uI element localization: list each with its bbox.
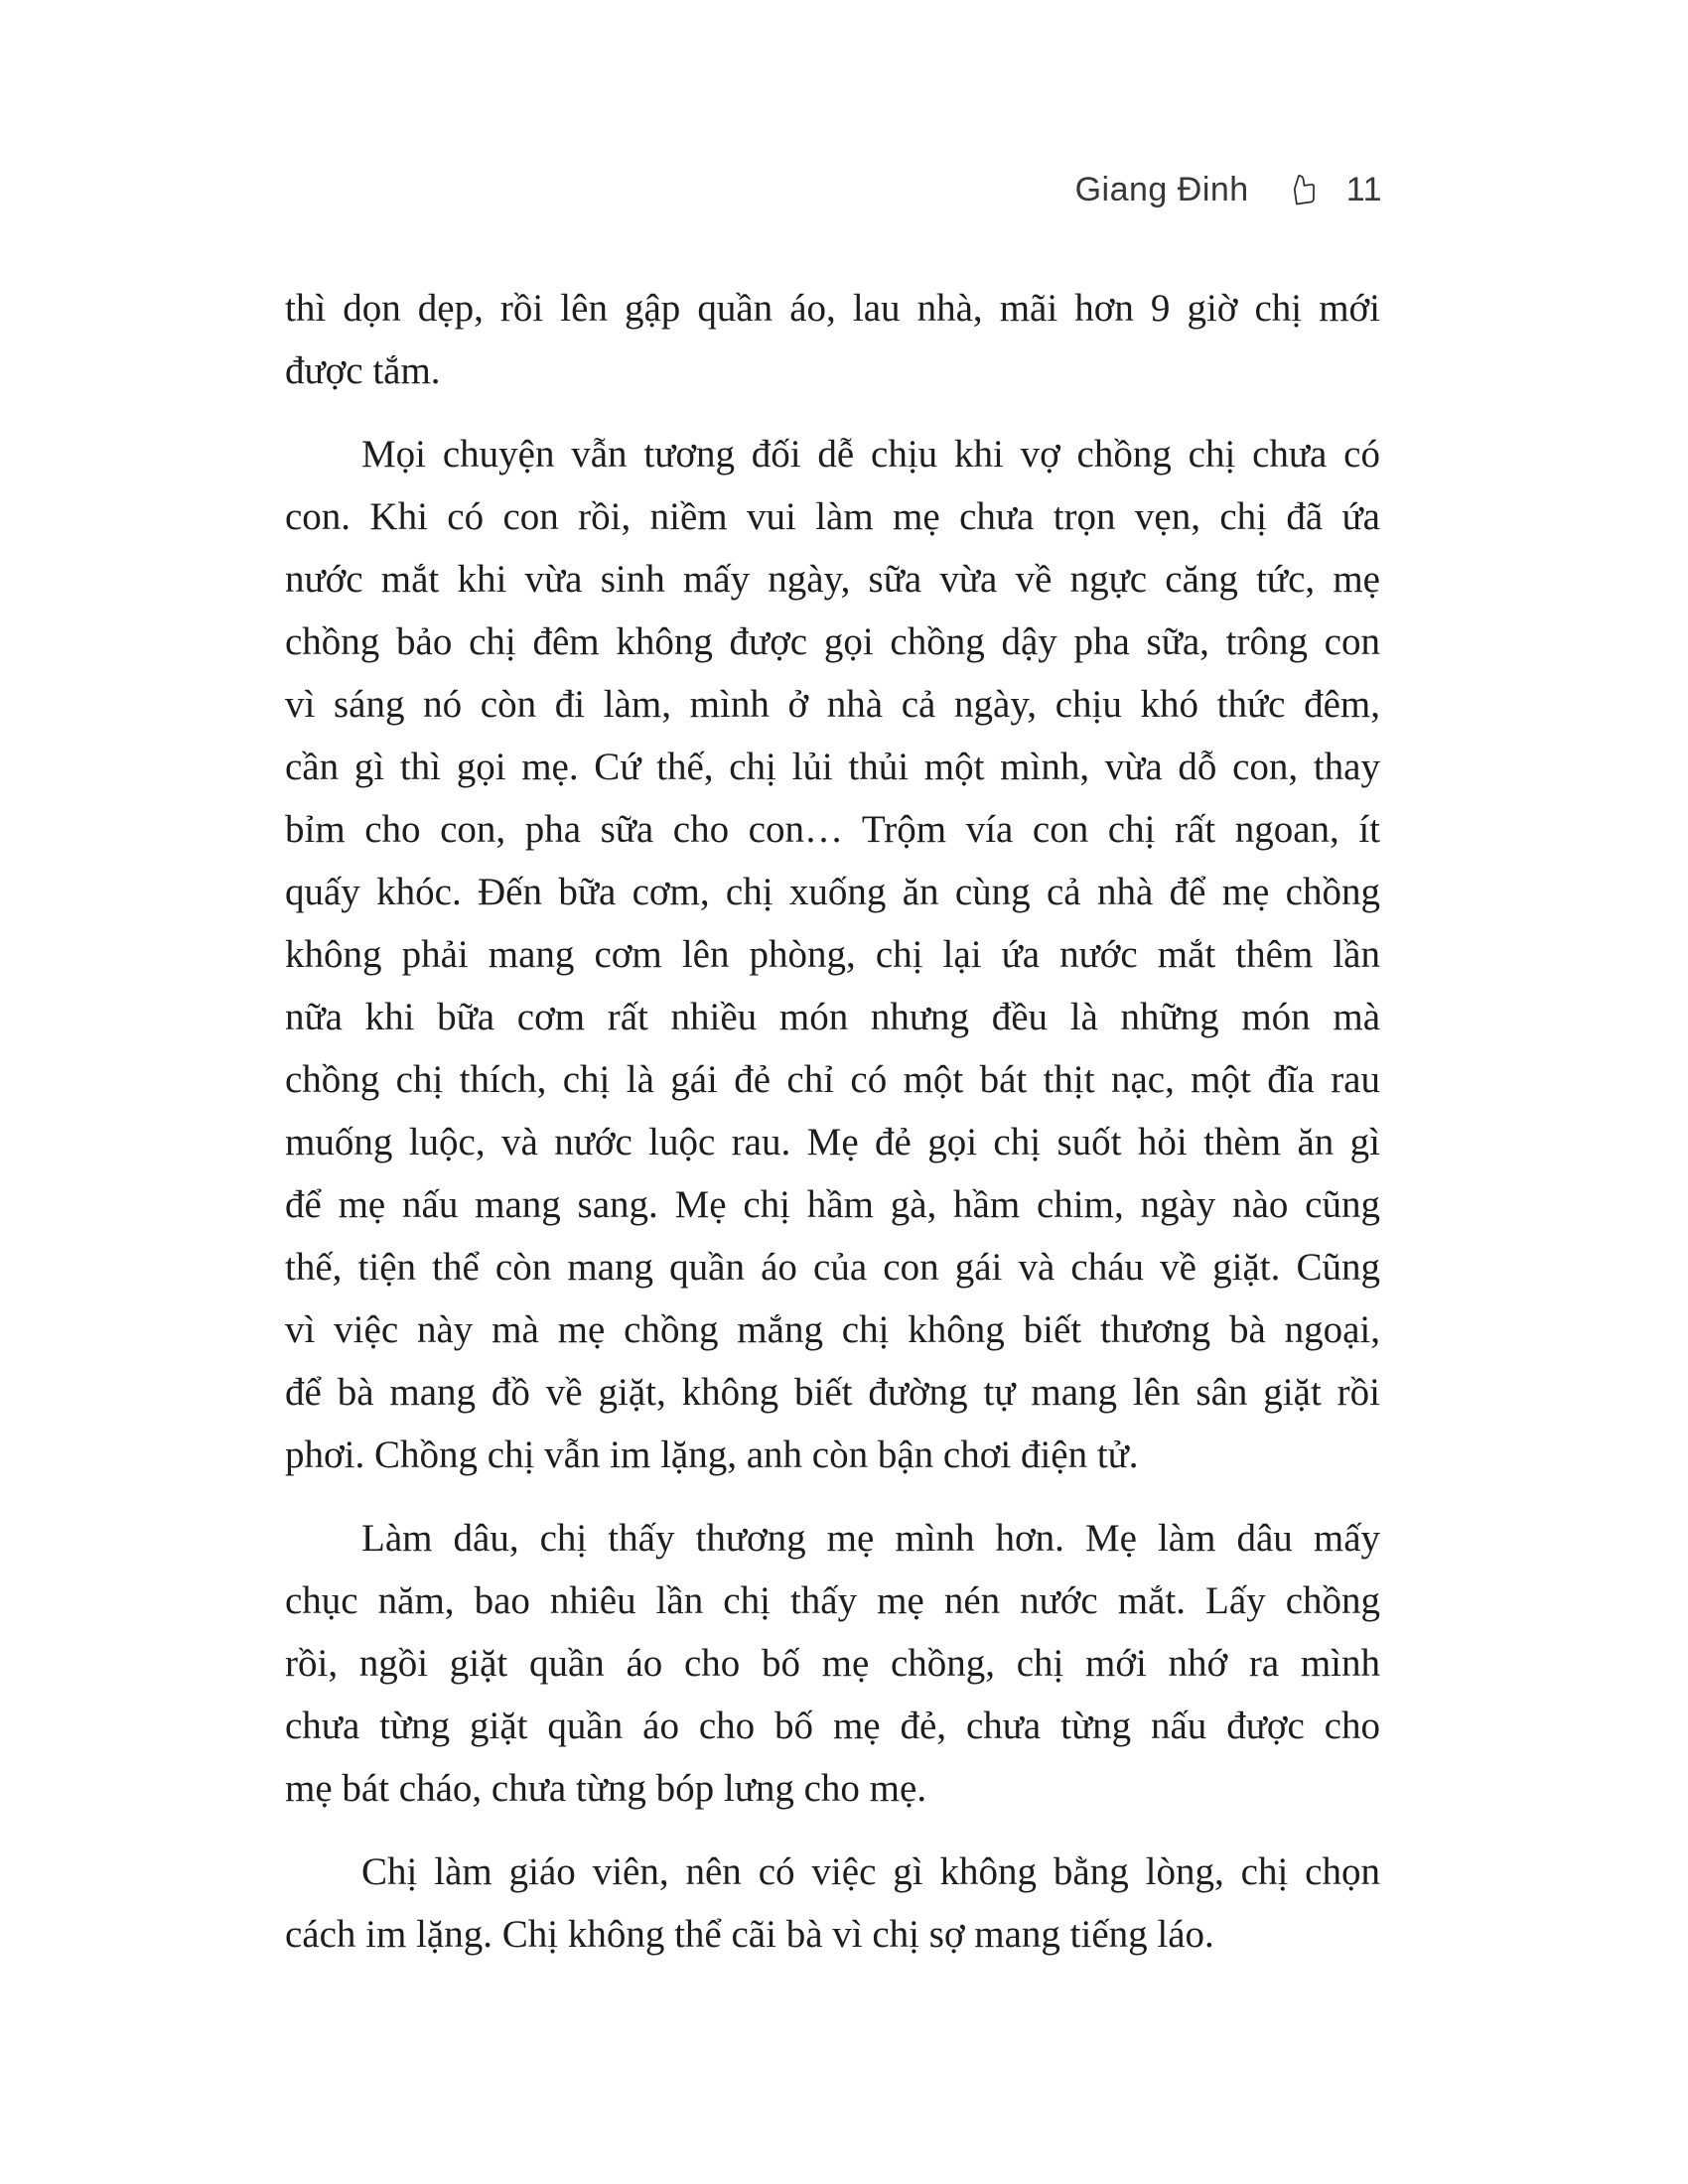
text-line: bỉm cho con, pha sữa cho con… Trộm vía con chị rất ngoan, ít	[285, 808, 1380, 851]
text-line: cần gì thì gọi mẹ. Cứ thế, chị lủi thủi một mình, vừa dỗ con, thay	[285, 746, 1380, 788]
text-line: chồng chị thích, chị là gái đẻ chỉ có một bát thịt nạc, một đĩa rau	[285, 1058, 1380, 1101]
author-name: Giang Đinh	[1074, 171, 1249, 208]
text-line: phơi. Chồng chị vẫn im lặng, anh còn bận chơi điện tử.	[285, 1433, 1139, 1476]
text-line: để bà mang đồ về giặt, không biết đường tự mang lên sân giặt rồi	[285, 1371, 1380, 1414]
text-line: nước mắt khi vừa sinh mấy ngày, sữa vừa về ngực căng tức, mẹ	[285, 558, 1380, 601]
paragraph	[285, 423, 1380, 1486]
text-line: mẹ bát cháo, chưa từng bóp lưng cho mẹ.	[285, 1767, 927, 1810]
text-line: rồi, ngồi giặt quần áo cho bố mẹ chồng, chị mới nhớ ra mình	[285, 1642, 1380, 1685]
paragraph	[285, 277, 1380, 402]
text-line: vì việc này mà mẹ chồng mắng chị không biết thương bà ngoại,	[285, 1308, 1380, 1351]
text-line: chục năm, bao nhiêu lần chị thấy mẹ nén nước mắt. Lấy chồng	[285, 1579, 1380, 1622]
text-line: nữa khi bữa cơm rất nhiều món nhưng đều là những món mà	[285, 996, 1380, 1038]
text-line: để mẹ nấu mang sang. Mẹ chị hầm gà, hầm chim, ngày nào cũng	[285, 1183, 1380, 1226]
text-line: muống luộc, và nước luộc rau. Mẹ đẻ gọi chị suốt hỏi thèm ăn gì	[285, 1121, 1380, 1163]
running-header	[0, 171, 1382, 209]
paragraph	[285, 1507, 1380, 1820]
text-line: thế, tiện thể còn mang quần áo của con gái và cháu về giặt. Cũng	[285, 1246, 1380, 1289]
text-line: vì sáng nó còn đi làm, mình ở nhà cả ngày, chịu khó thức đêm,	[285, 683, 1380, 726]
text-line: con. Khi có con rồi, niềm vui làm mẹ chưa trọn vẹn, chị đã ứa	[285, 495, 1380, 538]
thumbs-up-icon	[1280, 169, 1323, 211]
text-line: Mọi chuyện vẫn tương đối dễ chịu khi vợ chồng chị chưa có	[361, 433, 1380, 476]
text-line: Làm dâu, chị thấy thương mẹ mình hơn. Mẹ làm dâu mấy	[361, 1517, 1380, 1560]
text-line: không phải mang cơm lên phòng, chị lại ứa nước mắt thêm lần	[285, 933, 1380, 976]
text-line: quấy khóc. Đến bữa cơm, chị xuống ăn cùng cả nhà để mẹ chồng	[285, 871, 1380, 913]
text-line: chồng bảo chị đêm không được gọi chồng dậy pha sữa, trông con	[285, 620, 1380, 663]
body-text	[285, 277, 1380, 1966]
text-line: chưa từng giặt quần áo cho bố mẹ đẻ, chưa từng nấu được cho	[285, 1705, 1380, 1747]
text-line: thì dọn dẹp, rồi lên gập quần áo, lau nhà, mãi hơn 9 giờ chị mới	[285, 287, 1380, 330]
page-number: 11	[1345, 171, 1382, 208]
paragraph	[285, 1841, 1380, 1966]
text-line: được tắm.	[285, 349, 441, 392]
text-line: cách im lặng. Chị không thể cãi bà vì chị sợ mang tiếng láo.	[285, 1913, 1214, 1956]
text-line: Chị làm giáo viên, nên có việc gì không bằng lòng, chị chọn	[361, 1850, 1380, 1893]
